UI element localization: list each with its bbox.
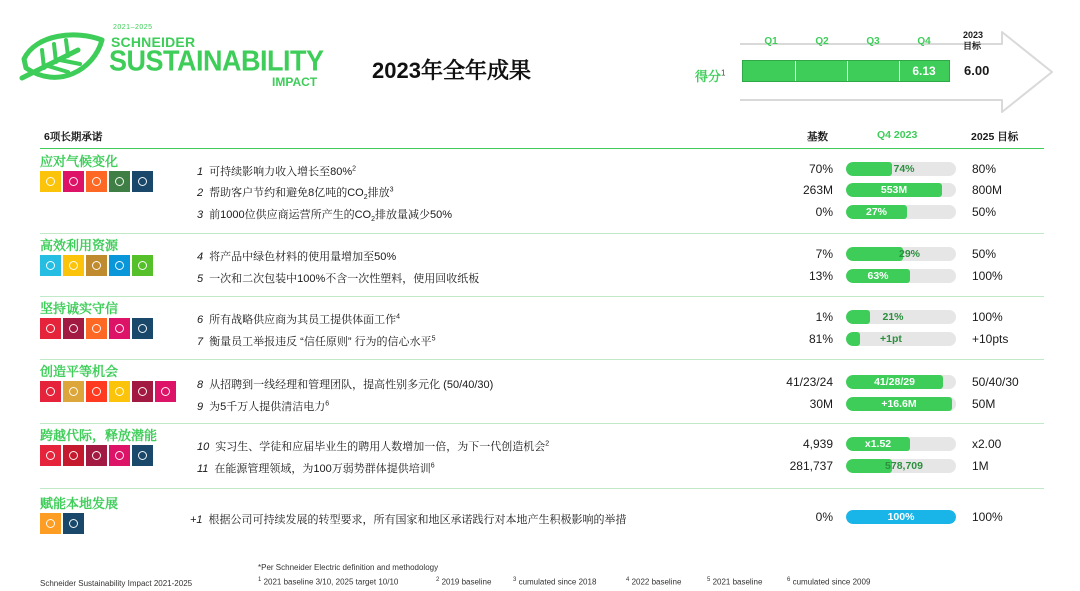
q4-progress-label: 63% <box>867 270 889 282</box>
sdg-goal-icon <box>63 318 84 339</box>
footnote: $^2$ 2019 baseline <box>436 577 492 587</box>
column-header-q4: Q4 2023 <box>877 129 918 141</box>
q4-progress-bar <box>846 269 956 283</box>
commitment-text: 2 帮助客户节约和避免8亿吨的$CO_2$排放$^3$ <box>197 186 394 202</box>
baseline-value: 41/23/24 <box>786 375 833 389</box>
column-header-commitments: 6项长期承诺 <box>44 131 103 143</box>
commitment-text: 5 一次和二次包装中100%不含一次性塑料，使用回收纸板 <box>197 273 480 285</box>
target-2025-value: x2.00 <box>972 437 1002 451</box>
q4-progress-bar <box>846 162 956 176</box>
sdg-goal-icon <box>86 171 107 192</box>
commitment-text: 8 从招聘到一线经理和管理团队，提高性别多元化 (50/40/30) <box>197 379 494 391</box>
section-divider <box>40 488 1044 489</box>
section-divider <box>40 233 1044 234</box>
commitment-number: +1 <box>190 514 203 526</box>
q4-progress-label: x1.52 <box>864 438 892 450</box>
baseline-value: 4,939 <box>802 437 833 451</box>
footer-brand: Schneider Sustainability Impact 2021-2025 <box>40 579 193 588</box>
section-title: 跨越代际，释放潜能 <box>40 428 158 443</box>
logo-line-3: IMPACT <box>272 75 318 89</box>
sdg-goal-icon <box>132 381 153 402</box>
q4-progress-label: +16.6M <box>881 398 917 410</box>
target-2025-value: 100% <box>972 510 1003 524</box>
commitment-text: 1 可持续影响力收入增长至80%$^2$ <box>197 165 357 178</box>
logo-line-1: SCHNEIDER <box>111 34 196 50</box>
q4-progress-label: 100% <box>887 511 915 523</box>
baseline-value: 1% <box>815 310 833 324</box>
target-2025-value: 100% <box>972 269 1003 283</box>
commitment-number: 4 <box>197 251 204 263</box>
sdg-goal-icon <box>40 445 61 466</box>
q4-progress-label: 74% <box>893 163 915 175</box>
target-2025-value: 50% <box>972 247 997 261</box>
q4-progress-bar <box>846 183 956 197</box>
score-q4-value: 6.13 <box>912 64 936 78</box>
commitment-text: 9 为5千万人提供清洁电力$^6$ <box>197 400 330 413</box>
footnote: $^4$ 2022 baseline <box>626 577 682 587</box>
target-2025-value: 1M <box>972 459 989 473</box>
baseline-value: 0% <box>815 205 833 219</box>
target-2025-value: 50/40/30 <box>972 375 1019 389</box>
footnote: $^1$ 2021 baseline 3/10, 2025 target 10/10 <box>258 577 399 587</box>
target-2025-value: +10pts <box>972 332 1009 346</box>
commitment-number: 3 <box>197 209 204 221</box>
logo-years: 2021–2025 <box>113 24 153 31</box>
commitment-number: 6 <box>197 314 204 326</box>
q4-progress-bar <box>846 375 956 389</box>
sdg-goal-icon <box>63 255 84 276</box>
quarter-label-q3: Q3 <box>866 36 880 47</box>
sdg-goal-icon <box>63 445 84 466</box>
target-2025-value: 100% <box>972 310 1003 324</box>
section-divider <box>40 148 1044 149</box>
section-divider <box>40 359 1044 360</box>
baseline-value: 30M <box>809 397 833 411</box>
sdg-goal-icon <box>132 255 153 276</box>
section-title: 高效利用资源 <box>40 238 119 253</box>
column-header-baseline: 基数 <box>807 131 828 143</box>
sdg-goal-icon <box>132 318 153 339</box>
target-2025-value: 800M <box>972 183 1003 197</box>
commitment-number: 8 <box>197 379 204 391</box>
commitment-text: 11 在能源管理领域，为100万弱势群体提供培训$^6$ <box>197 462 435 475</box>
q4-progress-label: +1pt <box>880 333 902 345</box>
sdg-goal-icon <box>86 381 107 402</box>
quarter-label-q1: Q1 <box>764 36 778 47</box>
commitment-number: 2 <box>197 187 204 199</box>
q4-progress-bar <box>846 332 956 346</box>
baseline-value: 0% <box>815 510 833 524</box>
q4-progress-label: 21% <box>882 311 904 323</box>
baseline-value: 7% <box>815 247 833 261</box>
sdg-goal-icon <box>40 513 61 534</box>
sdg-goal-icon <box>86 318 107 339</box>
q4-progress-bar <box>846 247 956 261</box>
sdg-icon-row <box>40 318 153 339</box>
score-target-value: 6.00 <box>964 63 990 78</box>
sdg-goal-icon <box>86 445 107 466</box>
q4-progress-label: 553M <box>880 184 908 196</box>
q4-progress-bar <box>846 437 956 451</box>
commitment-number: 1 <box>197 166 204 178</box>
target-2025-value: 80% <box>972 162 997 176</box>
baseline-value: 70% <box>808 162 833 176</box>
leaf-icon <box>18 28 106 90</box>
target-2025-value: 50M <box>972 397 996 411</box>
sdg-goal-icon <box>132 171 153 192</box>
q4-progress-label: 27% <box>865 206 887 218</box>
sdg-goal-icon <box>109 255 130 276</box>
sdg-goal-icon <box>63 171 84 192</box>
footnote: $^3$ cumulated since 2018 <box>513 577 597 587</box>
commitment-text: 10 实习生、学徒和应届毕业生的聘用人数增加一倍，为下一代创造机会$^2$ <box>197 440 550 453</box>
logo-line-2: SUSTAINABILITY <box>109 45 324 77</box>
commitment-text: +1 根据公司可持续发展的转型要求，所有国家和地区承诺践行对本地产生积极影响的举措 <box>190 514 627 526</box>
sdg-goal-icon <box>40 255 61 276</box>
commitment-number: 9 <box>197 401 204 413</box>
commitment-number: 7 <box>197 336 204 348</box>
column-header-target: 2025 目标 <box>971 131 1019 143</box>
sdg-icon-row <box>40 171 153 192</box>
q4-progress-bar <box>846 310 956 324</box>
q4-progress-bar <box>846 397 956 411</box>
section-title: 应对气候变化 <box>40 154 119 169</box>
sdg-icon-row <box>40 381 176 402</box>
commitment-text: 7 衡量员工举报违反 “信任原则” 行为的信心水平$^5$ <box>197 335 436 348</box>
sdg-goal-icon <box>109 381 130 402</box>
sdg-goal-icon <box>132 445 153 466</box>
sdg-goal-icon <box>109 445 130 466</box>
quarter-label-q4: Q4 <box>917 36 931 47</box>
q4-progress-label: 578,709 <box>885 460 923 472</box>
sdg-goal-icon <box>40 381 61 402</box>
commitment-text: 4 将产品中绿色材料的使用量增加至50% <box>197 251 397 263</box>
page-title: 2023年全年成果 <box>372 58 531 83</box>
commitment-number: 10 <box>197 441 210 453</box>
commitment-number: 11 <box>197 463 209 475</box>
section-title: 创造平等机会 <box>40 364 119 379</box>
q4-progress-bar <box>846 459 956 473</box>
sdg-goal-icon <box>63 513 84 534</box>
sdg-goal-icon <box>109 318 130 339</box>
quarter-label-q2: Q2 <box>815 36 829 47</box>
baseline-value: 13% <box>808 269 833 283</box>
schneider-sustainability-logo <box>18 22 324 94</box>
target-2025-value: 50% <box>972 205 997 219</box>
sdg-icon-row <box>40 513 84 534</box>
section-divider <box>40 423 1044 424</box>
score-target-header: 2023 目标 <box>963 30 984 51</box>
commitment-number: 5 <box>197 273 204 285</box>
footer-definition: *Per Schneider Electric definition and methodology <box>258 563 439 572</box>
sdg-goal-icon <box>109 171 130 192</box>
commitment-text: 6 所有战略供应商为其员工提供体面工作$^4$ <box>197 313 401 326</box>
section-divider <box>40 296 1044 297</box>
sdg-goal-icon <box>63 381 84 402</box>
score-label: 得分$^1$ <box>695 68 726 84</box>
commitment-text: 3 前1000位供应商运营所产生的$CO_2$排放量减少50% <box>197 209 453 224</box>
sdg-icon-row <box>40 255 153 276</box>
q4-progress-bar <box>846 205 956 219</box>
footnote: $^6$ cumulated since 2009 <box>787 577 871 587</box>
section-title: 赋能本地发展 <box>40 496 119 511</box>
baseline-value: 281,737 <box>789 459 833 473</box>
baseline-value: 263M <box>802 183 833 197</box>
q4-progress-bar <box>846 510 956 524</box>
sdg-goal-icon <box>86 255 107 276</box>
q4-progress-label: 41/28/29 <box>874 376 915 388</box>
section-title: 坚持诚实守信 <box>40 301 119 316</box>
sdg-icon-row <box>40 445 153 466</box>
sdg-goal-icon <box>40 171 61 192</box>
q4-progress-label: 29% <box>898 248 920 260</box>
sdg-goal-icon <box>40 318 61 339</box>
sdg-goal-icon <box>155 381 176 402</box>
baseline-value: 81% <box>808 332 833 346</box>
footnote: $^5$ 2021 baseline <box>707 577 763 587</box>
